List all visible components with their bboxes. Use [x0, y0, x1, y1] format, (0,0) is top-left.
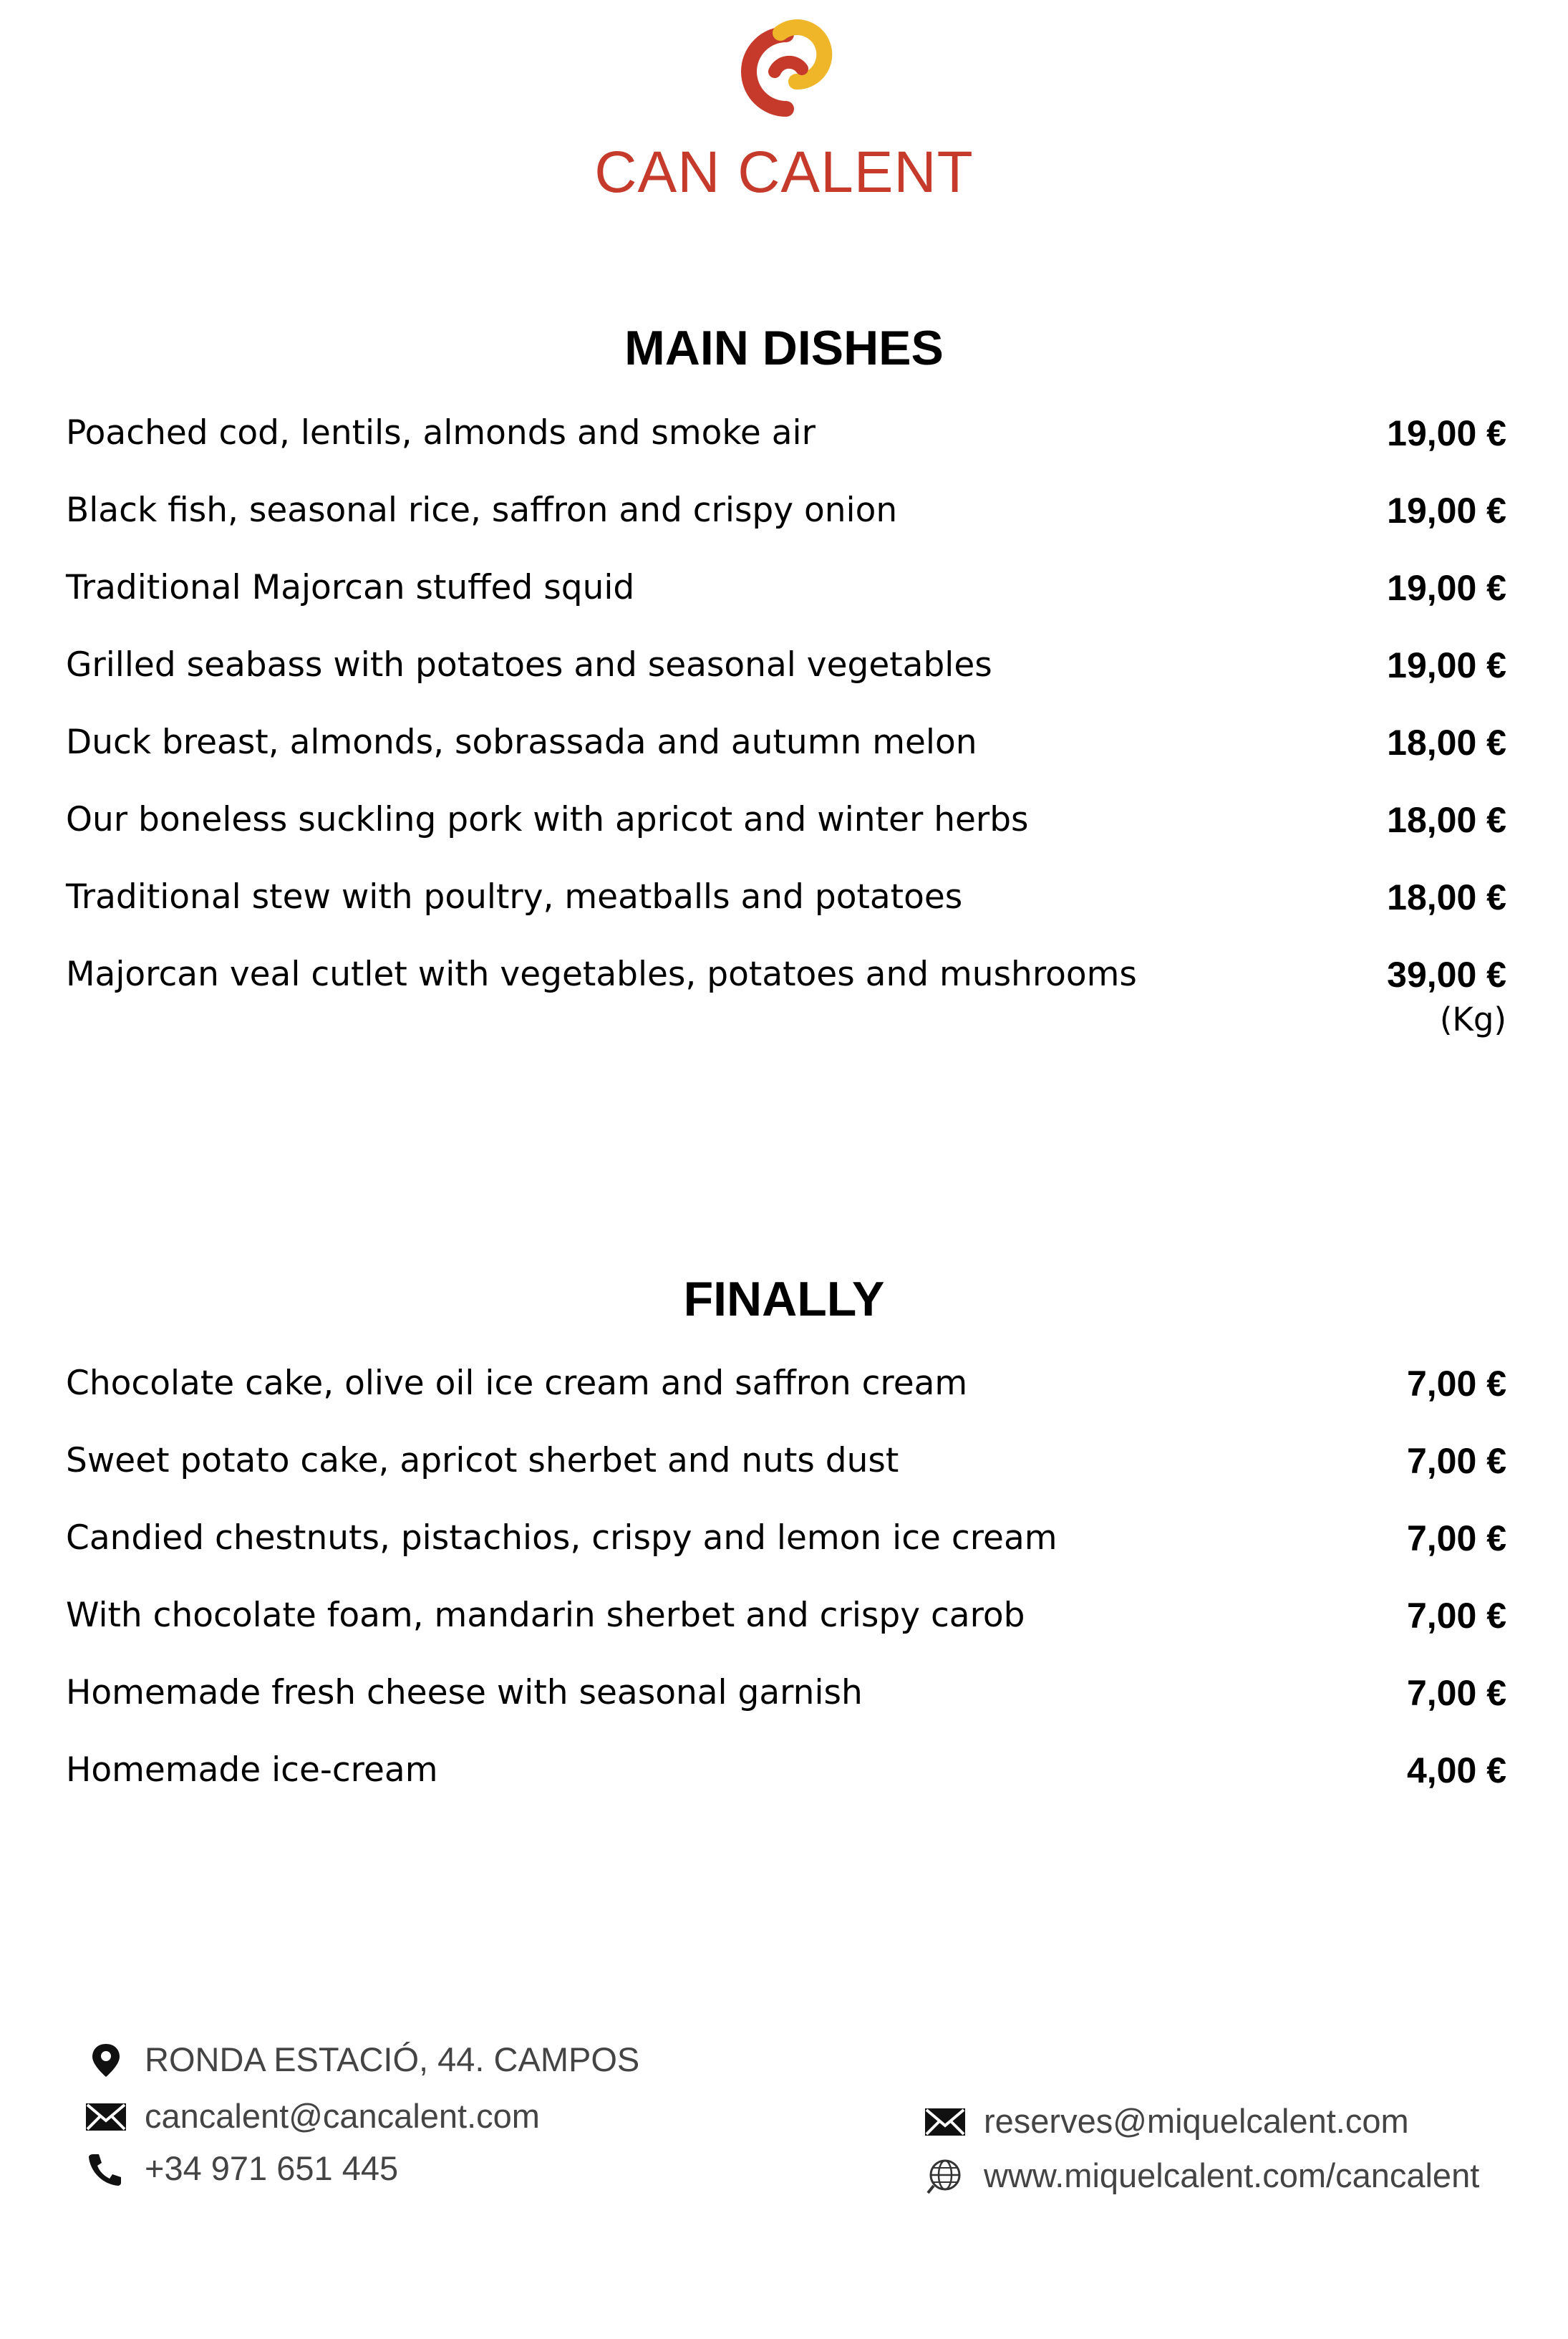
dish-name: Grilled seabass with potatoes and seasonal vegetables — [66, 645, 992, 685]
dish-name: Our boneless suckling pork with apricot and winter herbs — [66, 800, 1029, 839]
menu-item — [66, 1668, 1506, 1745]
dish-name: Duck breast, almonds, sobrassada and autumn melon — [66, 723, 977, 762]
section-title-main-dishes: MAIN DISHES — [624, 321, 944, 375]
menu-item — [66, 1745, 1506, 1823]
dish-name: With chocolate foam, mandarin sherbet and crispy carob — [66, 1596, 1025, 1635]
menu-item — [66, 950, 1506, 1038]
dish-price: 4,00 € — [1406, 1750, 1506, 1790]
menu-item — [66, 1359, 1506, 1436]
dish-name: Candied chestnuts, pistachios, crispy and lemon ice cream — [66, 1518, 1058, 1558]
can-calent-logo-icon — [730, 13, 838, 131]
dish-name: Black fish, seasonal rice, saffron and crispy onion — [66, 491, 898, 530]
menu-item — [66, 486, 1506, 563]
brand-name: CAN CALENT — [594, 140, 974, 205]
menu-item — [66, 408, 1506, 486]
dish-price: 7,00 € — [1406, 1596, 1506, 1636]
menu-item — [66, 872, 1506, 950]
menu-item — [66, 563, 1506, 640]
dish-name: Sweet potato cake, apricot sherbet and nuts dust — [66, 1441, 899, 1480]
dish-price: 7,00 € — [1406, 1364, 1506, 1404]
dish-name: Homemade ice-cream — [66, 1750, 438, 1790]
dish-price: 7,00 € — [1406, 1441, 1506, 1481]
dish-name: Majorcan veal cutlet with vegetables, potatoes and mushrooms — [66, 955, 1137, 994]
phone-link[interactable]: +34 971 651 445 — [145, 2149, 399, 2187]
website-link[interactable]: www.miquelcalent.com/cancalent — [984, 2156, 1480, 2194]
price-unit: (Kg) — [1439, 1000, 1506, 1038]
envelope-icon — [84, 2099, 127, 2135]
dish-price: 19,00 € — [1387, 413, 1506, 453]
email-link[interactable]: cancalent@cancalent.com — [145, 2097, 540, 2135]
dish-name: Traditional stew with poultry, meatballs and potatoes — [66, 877, 963, 917]
dish-price: 39,00 € — [1387, 955, 1506, 995]
finally-list — [66, 1359, 1506, 1823]
section-title-finally: FINALLY — [683, 1272, 885, 1326]
location-pin-icon — [84, 2043, 127, 2078]
dish-name: Homemade fresh cheese with seasonal garnish — [66, 1673, 863, 1712]
menu-item — [66, 1436, 1506, 1513]
main-dishes-list — [66, 408, 1506, 1038]
reservations-email-link[interactable]: reserves@miquelcalent.com — [984, 2102, 1409, 2140]
menu-item — [66, 640, 1506, 718]
dish-name: Traditional Majorcan stuffed squid — [66, 568, 635, 607]
logo — [0, 13, 1568, 131]
menu-item — [66, 1513, 1506, 1591]
menu-item — [66, 1591, 1506, 1668]
envelope-icon — [924, 2104, 967, 2140]
menu-item — [66, 718, 1506, 795]
menu-item — [66, 795, 1506, 872]
phone-icon — [84, 2151, 127, 2187]
dish-name: Chocolate cake, olive oil ice cream and saffron cream — [66, 1364, 968, 1403]
globe-icon — [924, 2159, 967, 2194]
dish-price: 7,00 € — [1406, 1518, 1506, 1558]
dish-price: 18,00 € — [1387, 723, 1506, 763]
dish-price: 18,00 € — [1387, 800, 1506, 840]
dish-price: 18,00 € — [1387, 877, 1506, 917]
dish-name: Poached cod, lentils, almonds and smoke air — [66, 413, 816, 453]
address-text: RONDA ESTACIÓ, 44. CAMPOS — [145, 2040, 640, 2078]
dish-price: 19,00 € — [1387, 568, 1506, 608]
dish-price: 19,00 € — [1387, 645, 1506, 685]
dish-price: 19,00 € — [1387, 491, 1506, 531]
dish-price: 7,00 € — [1406, 1673, 1506, 1713]
